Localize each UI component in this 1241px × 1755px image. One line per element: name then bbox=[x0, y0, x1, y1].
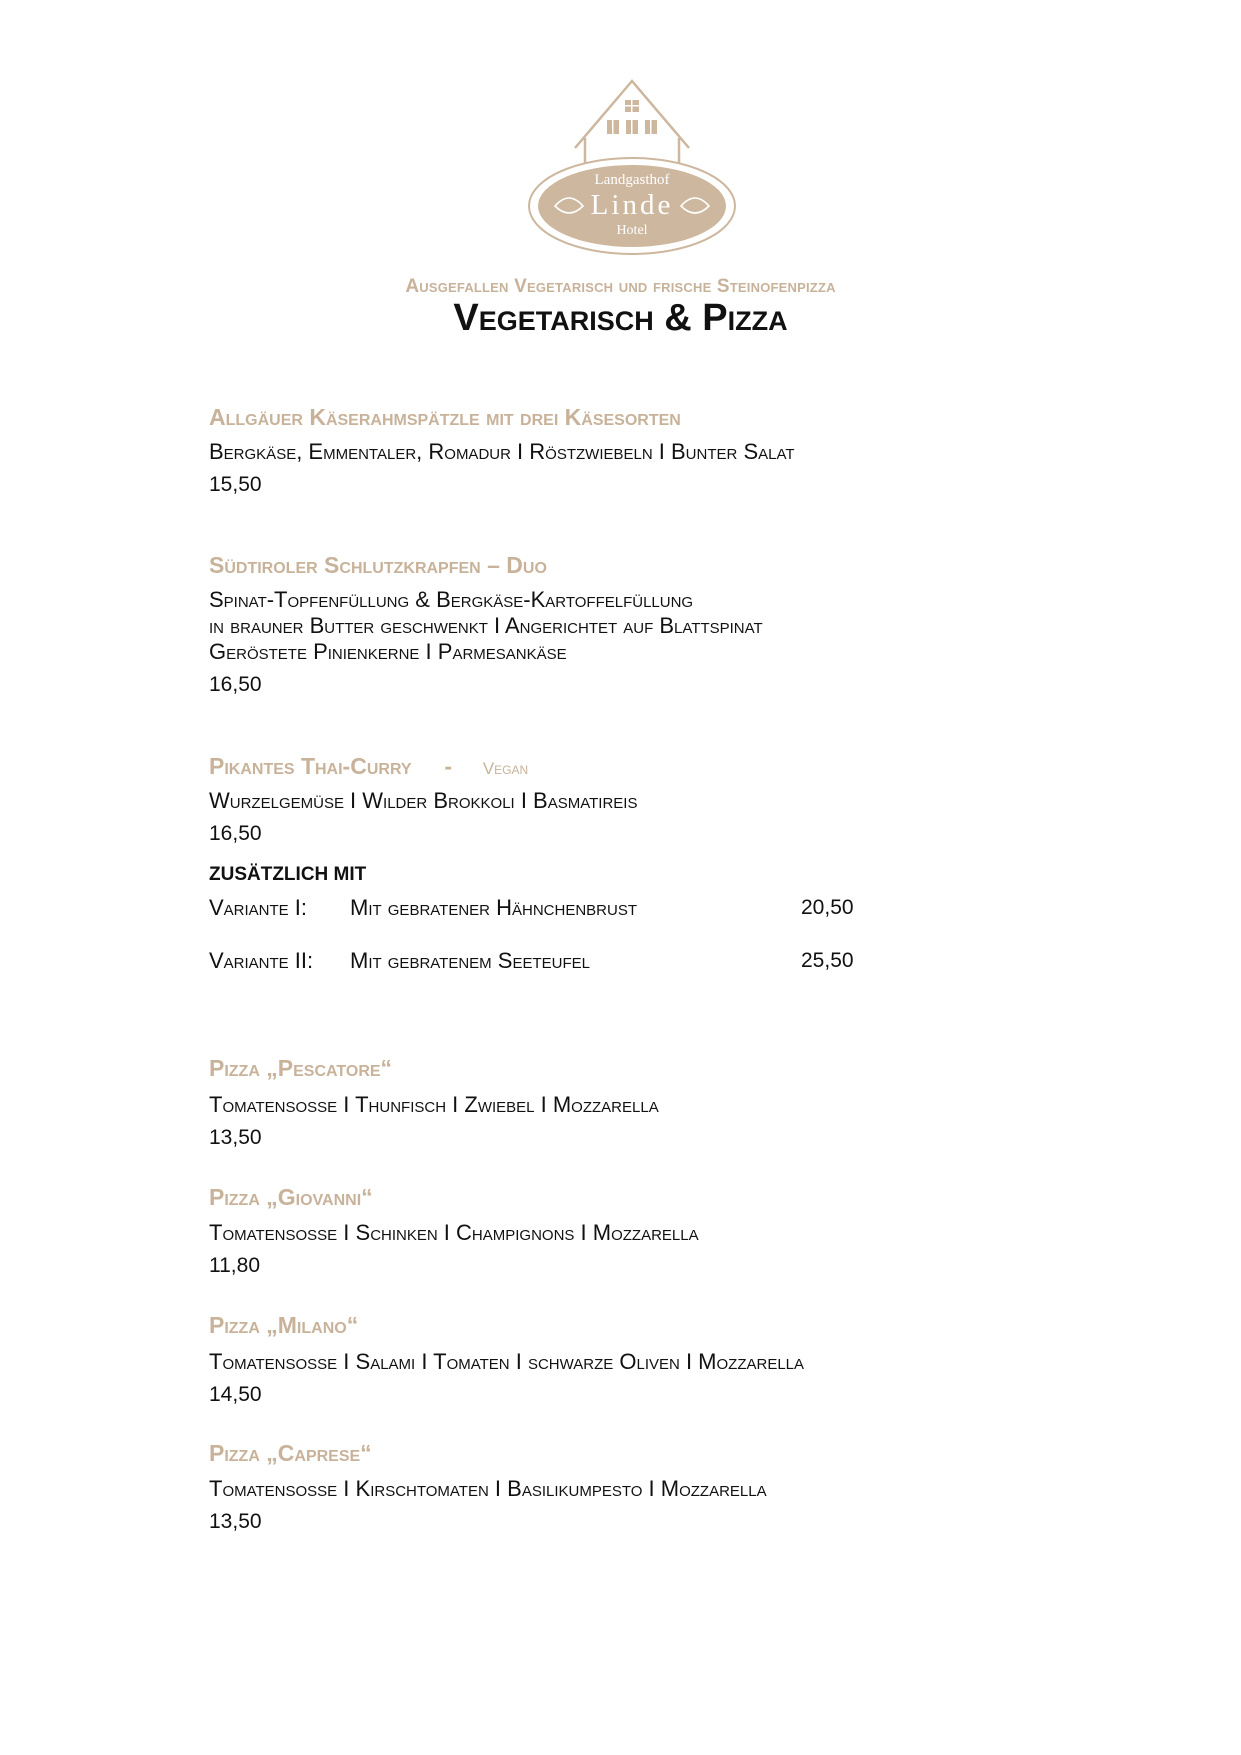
pizza-title: Pizza „Giovanni“ bbox=[209, 1184, 373, 1210]
variant-row bbox=[209, 895, 637, 921]
logo-line3: Hotel bbox=[616, 223, 648, 238]
dish-description: in brauner Butter geschwenkt I Angerichtet auf Blattspinat bbox=[209, 613, 763, 638]
pizza-title: Pizza „Pescatore“ bbox=[209, 1055, 393, 1081]
logo-line1: Landgasthof bbox=[594, 172, 670, 188]
dish-description: Wurzelgemüse I Wilder Brokkoli I Basmatireis bbox=[209, 788, 638, 813]
pizza-description: Tomatensoße I Kirschtomaten I Basilikumpesto I Mozzarella bbox=[209, 1476, 767, 1501]
vegan-tag: Vegan bbox=[482, 759, 529, 778]
dish-title-separator: - bbox=[444, 753, 453, 779]
pizza-price: 11,80 bbox=[209, 1254, 260, 1277]
pizza-description: Tomatensoße I Thunfisch I Zwiebel I Mozzarella bbox=[209, 1092, 659, 1117]
variant-row bbox=[209, 948, 590, 974]
page-subtitle: Ausgefallen Vegetarisch und frische Steinofenpizza bbox=[405, 276, 836, 297]
variant-text: Mit gebratener Hähnchenbrust bbox=[350, 895, 638, 920]
landgasthof-linde-logo bbox=[527, 78, 737, 256]
pizza-price: 13,50 bbox=[209, 1510, 262, 1533]
variant-label: Variante II: bbox=[209, 948, 314, 973]
pizza-title: Pizza „Milano“ bbox=[209, 1312, 359, 1338]
variant-price: 25,50 bbox=[801, 949, 854, 972]
pizza-description: Tomatensoße I Schinken I Champignons I Mozzarella bbox=[209, 1220, 699, 1245]
dish-description: Bergkäse, Emmentaler, Romadur I Röstzwiebeln I Bunter Salat bbox=[209, 439, 795, 464]
extras-heading: ZUSÄTZLICH MIT bbox=[209, 864, 367, 885]
dish-title bbox=[209, 753, 528, 780]
dish-price: 16,50 bbox=[209, 673, 262, 696]
pizza-description: Tomatensoße I Salami I Tomaten I schwarze Oliven I Mozzarella bbox=[209, 1349, 805, 1374]
pizza-title: Pizza „Caprese“ bbox=[209, 1440, 372, 1466]
dish-title: Allgäuer Käserahmspätzle mit drei Käsesorten bbox=[209, 404, 681, 430]
dish-title: Südtiroler Schlutzkrapfen – Duo bbox=[209, 552, 547, 578]
pizza-price: 14,50 bbox=[209, 1383, 262, 1406]
variant-label: Variante I: bbox=[209, 895, 308, 920]
dish-description: Spinat-Topfenfüllung & Bergkäse-Kartoffelfüllung bbox=[209, 587, 694, 612]
dish-description: Geröstete Pinienkerne I Parmesankäse bbox=[209, 639, 567, 664]
dish-price: 16,50 bbox=[209, 822, 262, 845]
variant-price: 20,50 bbox=[801, 896, 854, 919]
dish-price: 15,50 bbox=[209, 473, 262, 496]
page-title: Vegetarisch & Pizza bbox=[453, 297, 788, 339]
variant-text: Mit gebratenem Seeteufel bbox=[350, 948, 590, 973]
logo-line2: Linde bbox=[590, 189, 674, 221]
dish-title-text: Pikantes Thai-Curry bbox=[209, 753, 412, 779]
pizza-price: 13,50 bbox=[209, 1126, 262, 1149]
